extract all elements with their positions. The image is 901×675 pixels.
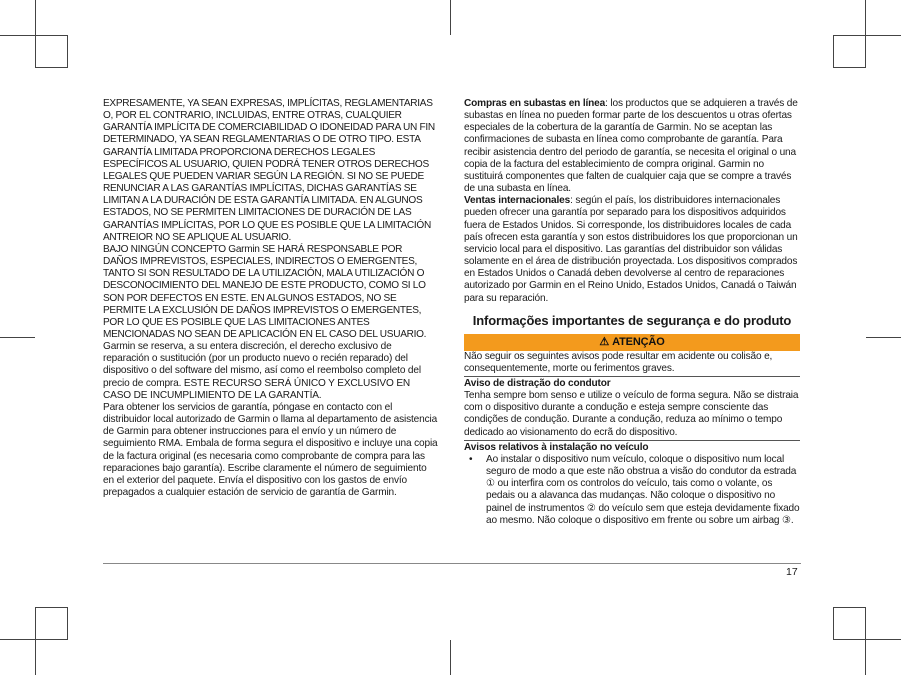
crop-mark <box>865 0 866 68</box>
warning-text: Não seguir os seguintes avisos pode resultar em acidente ou colisão e, consequentemente, morte ou ferimentos graves. <box>464 350 773 374</box>
center-mark <box>450 0 451 35</box>
left-column <box>103 98 438 499</box>
crop-mark <box>35 67 68 68</box>
footer-divider <box>103 563 801 564</box>
installation-heading: Avisos relativos à instalação no veículo <box>464 440 800 454</box>
page-number: 17 <box>786 566 798 578</box>
center-mark <box>0 337 35 338</box>
section-title: Informações importantes de segurança e do produto <box>472 312 792 328</box>
crop-mark <box>833 639 901 640</box>
crop-mark <box>833 35 834 68</box>
distraction-heading: Aviso de distração do condutor <box>464 376 800 390</box>
crop-mark <box>35 0 36 68</box>
installation-bullet <box>464 454 800 527</box>
warranty-disclaimer: EXPRESAMENTE, YA SEAN EXPRESAS, IMPLÍCITAS, REGLAMENTARIAS O, POR EL CONTRARIO, INCLUIDAS, ENTRE OTRAS, CUALQUIER GARANTÍA IMPLÍCITA DE COMERCIABILIDAD O IDONEIDAD PARA UN FIN DETERMINADO, YA SEAN REGLAMENTARIAS O DE OTRO TIPO. ESTA GARANTÍA LIMITADA PROPORCIONA DERECHOS LEGALES ESPECÍFICOS AL USUARIO, QUIEN PODRÁ TENER OTROS DERECHOS LEGALES QUE PUEDEN VARIAR SEGÚN LA REGIÓN. SI NO SE PUEDE RENUNCIAR A LAS GARANTÍAS IMPLÍCITAS, DICHAS GARANTÍAS SE LIMITAN A LA DURACIÓN DE ESTA GARANTÍA LIMITADA. EN ALGUNOS ESTADOS, NO SE PERMITEN LIMITACIONES DE DURACIÓN DE LAS GARANTÍAS IMPLÍCITAS, POR LO QUE ES POSIBLE QUE LA LIMITACIÓN ANTREIOR NO SE APLIQUE AL USUARIO. <box>103 98 435 243</box>
crop-mark <box>67 607 68 640</box>
online-auction-paragraph <box>464 98 800 195</box>
crop-mark <box>67 35 68 68</box>
crop-mark <box>833 607 834 640</box>
international-sales-label: Ventas internacionales <box>464 195 571 207</box>
warning-banner <box>464 334 800 351</box>
distraction-text: Tenha sempre bom senso e utilize o veículo de forma segura. Não se distraia com o dispositivo durante a condução e esteja sempre consciente das condições de condução. Durante a condução, reduza ao mínimo o tempo dedicado ao visionamento do ecrã do dispositivo. <box>464 390 799 438</box>
bullet-icon: • <box>469 453 473 465</box>
online-auction-label: Compras en subastas en línea <box>464 98 606 109</box>
crop-mark <box>833 35 901 36</box>
center-mark <box>866 337 901 338</box>
crop-mark <box>35 607 68 608</box>
warning-triangle-icon: ⚠ <box>599 335 610 348</box>
liability-limitation: BAJO NINGÚN CONCEPTO Garmin SE HARÁ RESPONSABLE POR DAÑOS IMPREVISTOS, ESPECIALES, INDIRECTOS O EMERGENTES, TANTO SI SON RESULTADO DE LA UTILIZACIÓN, MALA UTILIZACIÓN O DESCONOCIMIENTO DEL MANEJO DE ESTE PRODUCTO, COMO SI LO SON POR DEFECTOS EN ESTE. EN ALGUNOS ESTADOS, NO SE PERMITE LA EXCLUSIÓN DE DAÑOS IMPREVISTOS O EMERGENTES, POR LO QUE ES POSIBLE QUE LAS LIMITACIONES ANTES MENCIONADAS NO SEAN DE APLICACIÓN EN EL CASO DEL USUARIO. <box>103 243 427 340</box>
repair-remedy: Garmin se reserva, a su entera discreción, el derecho exclusivo de reparación o sustitución (por un producto nuevo o recién reparado) del dispositivo o del software del mismo, así como el reembolso completo del precio de compra. ESTE RECURSO SERÁ ÚNICO Y EXCLUSIVO EN CASO DE INCUMPLIMIENTO DE LA GARANTÍA. <box>103 341 421 401</box>
crop-mark <box>0 639 68 640</box>
center-mark <box>450 640 451 675</box>
right-column <box>464 98 800 527</box>
warranty-service-instructions: Para obtener los servicios de garantía, póngase en contacto con el distribuidor local autorizado de Garmin o llama al departamento de asistencia de Garmin para obtener instrucciones para el envío y un número de seguimiento RMA. Embala de forma segura el dispositivo e incluye una copia de la factura original (es necesaria como comprobante de compra para las reparaciones bajo garantía). Escribe claramente el número de seguimiento en el exterior del paquete. Envía el dispositivo con los gastos de envío prepagados a cualquier estación de servicio de garantía de Garmin. <box>103 401 438 498</box>
warning-label: ATENÇÃO <box>612 335 665 348</box>
crop-mark <box>833 607 866 608</box>
online-auction-text: : los productos que se adquieren a través de subastas en línea no pueden formar parte de los descuentos u otras ofertas especiales de la cobertura de la garantía de Garmin. No se aceptan las confirmaciones de subasta en línea como comprobante de garantía. Para recibir asistencia dentro del periodo de garantía, se necesita el original o una copia de la factura del establecimiento de compra original. Garmin no sustituirá componentes que falten de cualquier caja que se compre a través de una subasta en línea. <box>464 98 798 195</box>
crop-mark <box>0 35 68 36</box>
crop-mark <box>833 67 866 68</box>
crop-mark <box>35 607 36 675</box>
installation-bullet-text: Ao instalar o dispositivo num veículo, coloque o dispositivo num local seguro de modo a que este não obstrua a visão do condutor da estrada ① ou interfira com os controlos do veículo, tais como o volante, os pedais ou a alavanca das mudanças. Não coloque o dispositivo no painel de instrumentos ② do veículo sem que esteja devidamente fixado ao mesmo. Não coloque o dispositivo em frente ou sobre um airbag ③. <box>486 453 800 526</box>
crop-mark <box>865 607 866 675</box>
international-sales-paragraph <box>464 195 800 304</box>
international-sales-text: : según el país, los distribuidores internacionales pueden ofrecer una garantía por separado para los dispositivos adquiridos fuera de Estados Unidos. Si corresponde, los distribuidores locales de cada país ofrecen esta garantía y son estos distribuidores los que proporcionan un servicio local para el dispositivo. Las garantías del distribuidor son válidas solamente en el área de distribución proyectada. Los dispositivos comprados en Estados Unidos o Canadá deben devolverse al centro de reparaciones autorizado por Garmin en el Reino Unido, Estados Unidos, Canadá o Taiwán para su reparación. <box>464 195 798 304</box>
